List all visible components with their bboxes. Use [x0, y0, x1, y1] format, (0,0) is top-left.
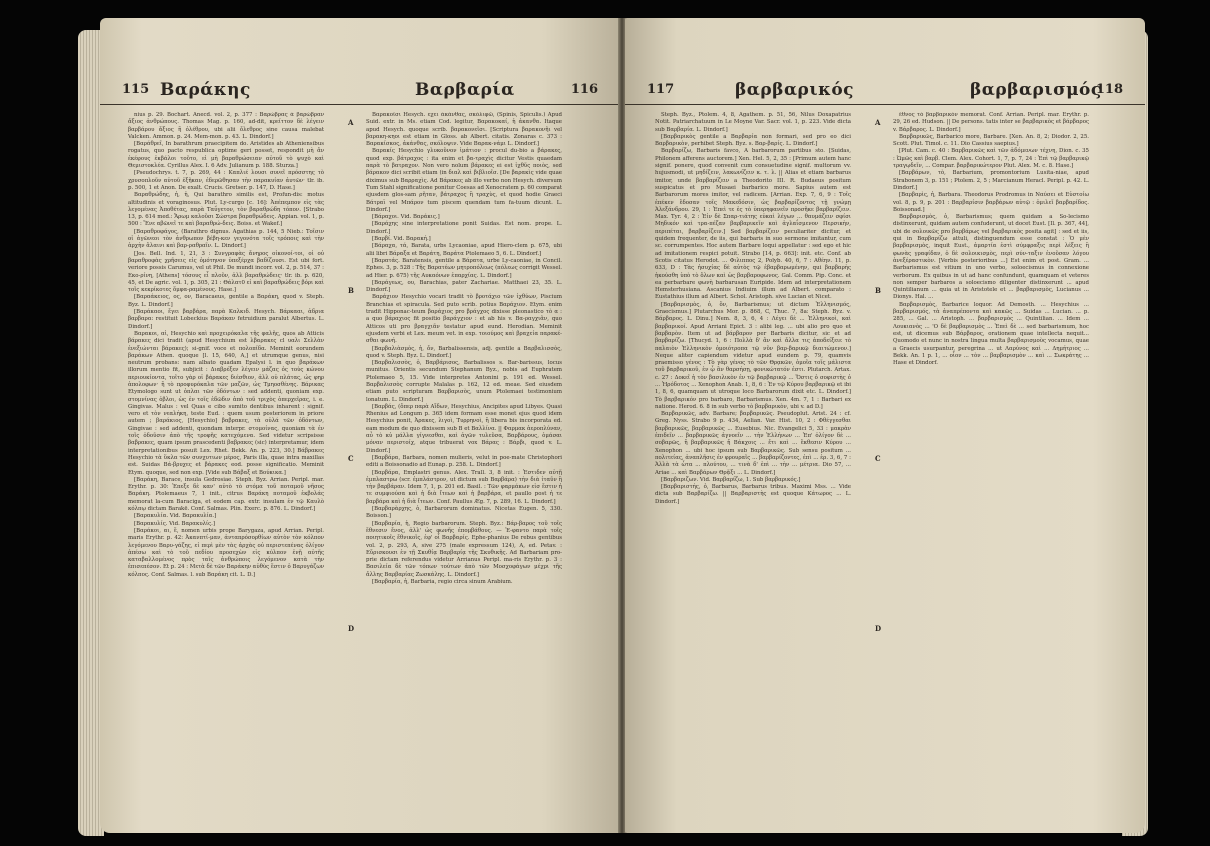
dictionary-entry: [Βαράκαοι, ἔγει βαρβάρα, παρὰ Καλκιδ. Hesych. Βάρκααι, ἀδρια βαρβαρα: restituit Lobeckius Βαράκαν fetruidium paralut Albertus. L. Dindorf.] [128, 309, 324, 330]
margin-mark: B [348, 286, 354, 295]
dictionary-entry: Βαρβαρισμὸς, ὁ, Barbarismus; quem quidam a So-lecismo distinxerunt, quidam autem confuderunt, ut docet Eust. [Il. p. 367, 44], ubi de σολοικῶς pro βαρβάρως vel βαρβαρικὸς posita agit] : sed et iis, qui in Βαρβαρίζω attuli, distinguendum esse constat : Ὁ μὲν βαρβαρισμὸς, inquit Eust., ἁμαρτία ἐστὶ σύμφραξις περὶ λέξεις ἢ φωνὰς γραφίδαν, ὁ δὲ σολοικισμὸς, περὶ σύν-ταξιν ἐνοῦσαν λόγου ἀνεξέραστικὸν. [Verbis posterioribus ...] Est enim et post. Gram. ... Barbarismus est vitium in uno verbo, soloecismus in connexione verborum. Ex quibus in ut ad hanc confundunt, quamquam et veteres non semper barbaros a soloecismo diligenter distinxerunt ... apud Quintilianum ... quia ut in Aristotele et ... βαρβαρισμὸς, Lucianus ... Dionys. Hal. ... [893, 214, 1089, 301]
left-page-column-2 [366, 112, 562, 802]
dictionary-entry: [Βαρβί. Vid. Βαρακή.] [372, 236, 431, 243]
left-page-column-1 [128, 112, 324, 802]
dictionary-entry: [Βαράκη, Barace, insula Gedrosiae. Steph. Byz. Arrian. Peripl. mar. Erythr. p. 30: Ἐπεξε δὲ καν' αὐτὸ τὸ στόμα τοῦ ποταμοῦ νῆσος Βαράκη. Ptolemaeus 7, 1 init., citrus Βαράκη ποταμοῦ ἐκβολάς memorat la-cum Baraciga, et eodem cap. extr. insulam ἐν τῷ Καυλὸ κόλπῳ dictam Barakē. Conf. Salmas. Plin. Exerc. p. 876. L. Dindorf.] [128, 476, 324, 513]
dictionary-entry: Βαρακοῖσι Hesych. εχει ἀκάνθας, σκόλιφῶ, (Spinis, Spiculis.) Apud Suid. extr. in Ms. etiam Cod. legitur, Βαρακοκαί, ἡ ἀκανθα. Itaque apud Hesych. quoque scrib. βαρακονεῖσι. [Scriptura βαρακονῆι vel βαρακη-κηοι est etiam in Gloss. ab Albert. citatis. Zonaras c. 373 : Βαρακίσκος, ἀκάνθας, σκόλοψιν. Vide Bαρακ-νάμι L. Dindorf.] [366, 112, 562, 148]
dictionary-entry: Βαρακίς Hesychio γλυκοῦνον ἱμάτιον : procul du-bio a βάρακες, quod exp. βάτραχος : ita enim et βα-τραχὶς dicitur Vestis quaedam παρὰ τὸ βατραχον. Non vero nolum βάρακες ei est ἰχθῦς ποιὸς, sed βάρακον dici scribit etiam (in διαλ καὶ βιβλιοῖσ. [De βαρακὶς vide quae diximus sub Βαρραχὶς. Ad Βάρακες ab illo verbo non Hesych. diversum Tum Stahl significatione ponitur Coesas ad Xenocratem p. 60 comparat ejusdem glos-sam ρῆταν, βάτραχος ἢ τραχὺς, et quod hodie Graeci Βάτραϊ vel Μπάρον tum piscem quendam tum fa-tuum dicunt. L. Dindorf.] [366, 148, 562, 213]
dictionary-entry: nius p. 29. Bochart. Anecd. vol. 2, p. 377 : Βαρώβρας ἀ βαρώβραν ἄξιος ἀνθρώπους. Thomas Mag. p. 160, ad-dit, κρείττον δὲ λέγειν βαρβάρου ἄξιος ἢ ὀλέθρου, ubi alii ὄλεθρος sine causa malebat Valcken. Ammon. p. 24. Mem-mon. p. 43. L. Dindorf.] [128, 112, 324, 140]
dictionary-entry: [Βαρακυλία. Vid. Βαρακυλία.] [134, 513, 217, 520]
dictionary-entry: [Pseudochrys. t. 7, p. 269, 44 : Καπλιέ λουσι συνεῖ πρόσστης τὸ χρυσοπλοῦν αὐτοῦ ἐξῆκαν, ἐδερῶθησαν τὴν παρακυίαν ἀυτῶν· tlr. ib. p. 500, 1 et Anon. De exalt. Crucis. Gretser. p. 147, D. Hase.] [128, 170, 324, 191]
dictionary-entry: [Βαρβάρα, Emplastri genus. Alex. Trall. 3, 8 init. : Ἐστιδεν αὐτῇ ἐμπλαστρω (scr. ἐμπλάστρον, ut dictum sub Βαρβάρα) τὴν διὰ ἰταῦν ἢ τὴν βαρβάραν. Idem 7, 1, p. 201 ed. Basil. : Τῶν φαρμάκων εἰσ ἔστιν ἡ τε συμφιούσα καὶ ἡ διὰ ἴτεων καὶ ἡ βαρβάρα, et paullo post ἡ τε βαρβάρα καὶ ἡ διὰ ἴτεων. Conf. Paullus Æg. 7, p. 289, 16. L. Dindorf.] [366, 469, 562, 505]
dictionary-entry: [Βαρβαριστής, ὁ, Barbarus, Barbarus tribus. Maximi Mss. ... Vide dicta sub Βαρβαρίζω. || Βαρβαριστὴς est quoque Κάτωρος ... L. Dindorf.] [655, 484, 851, 505]
margin-mark: B [875, 286, 881, 295]
dictionary-entry: [Βαράκοι, αι, ἔ, nomen urbis prope Barygaza, apud Arrian. Peripl. maris Erythr. p. 42: Ἀκανπτί-μαν, ἀνταπρόσορθίων αὐτὸν τὸν κόλπον λεγόμενου Βαρυ-γάζης, εἰ περὶ μὲν τὰς ἀρχὰς οὐ περιστεπένας ὀλίγον ἀπέσω καὶ τὸ τοῦ πεδίου προσεχὼν εἰς κύλπον ἐνῇ αὐτῆς καταβαλλομένος πρὸς ταῖς ἀνθρώποις λεγόμενον κατὰ τὴν ἐπισεπέσον. Et p. 24 : Μετὰ δὲ τῶν Βαράκην αὐθὺς ἔστιν ὁ Βαρυγάζων κόλπος. Conf. Salmas. l. sub Βαράκη cit. L. D.] [128, 527, 324, 578]
left-page [100, 18, 620, 833]
dictionary-entry: Βαρβαρικῶς, Barbarico more, Barbare. [Xen. An. 8, 2; Diodor. 2, 25. Scott. Plut. Timol. c. 11. Dio Cassius saepius.] [893, 133, 1089, 148]
dictionary-entry: [Βάραχοι. Vid. Βαράκις.] [372, 214, 440, 221]
dictionary-entry: Βαράχιον Hesychio vocari tradit τὸ βροτάχιο τῶν ἰχθύων, Piscium Branchias et spiracula. Sed puto scrib. potius Βαράχιον. Etym. enim tradit Hipponac-teum βαράχιος pro βράγχος dixisse pleonastico τὸ α : a quo βάραχιος fit positio βαράγχιον : et ab his v. Βα-ραγχιᾶν, quo Atticos uti pro βραγχιᾶν testatur apud eund. Herodian. Meminit ejusdem verbi et Lex. meum vet. in exp. τοιούμος καὶ βραχεία παρακέ-σθαι φωνή. [366, 294, 562, 345]
margin-mark: C [348, 454, 354, 463]
margin-mark: C [875, 454, 881, 463]
page-number-117: 117 [647, 82, 675, 97]
dictionary-entry: [Βαρατάς. Baratensis, gentile a Βάρατα, urbe Ly-caoniae, in Concil. Ephes. 3, p. 528 : Τῆς Βαρατέων μητροπόλεως (πόλεως corrigit Wessel. ad Hier. p. 675) τῆς Αυκαόνων ἐπαρχίας. L. Dindorf.] [366, 257, 562, 279]
margin-mark: D [348, 624, 355, 633]
dictionary-entry: Βαρβαρισμὸς, Barbarice loquor. Ad Demosth. ... Hesychius ... βαρβαρισμός, τὰ ἀναπρέποντα καὶ κακῶς ... Suidas ... Lucian. ... p. 285, ... Gal. ... Aristoph. ... βαρβαρισμὸς ... Quintilian. ... Idem ... Λουκιανὸς ... 'Ο δὲ βαρβαρισμὸς ... Ἐπεὶ δὲ ... sed barbarismum, hoc est, ut dicemus sub Βάρβαρος, orationem quae intellecta nequit... Quomodo et nunc in nostra lingua multa βαρβαρισμοὺς vocamus, quae a Graecis usurpantur, peregrina ... ut Λαρύνος καὶ ... Δημήτριος ... Bekk. An. 1 p. 1, ... οἷον ... τὸν ... βαρβαρισμὸν ... καὶ ... Σωκράτης ... Hase et Dindorf. [893, 301, 1089, 367]
dictionary-entry: [Βαρβαρὶς, ἡ, Barbara. Theodorus Prodromus in Ναύσει et Εὐστοίω vol. 8, p. 9, p. 201 : Βαρβαρίσιν βαρβάρων αὐτῷ : ὁμιλεῖ βαρβαρίδος. Boissonad.] [893, 192, 1089, 213]
left-page-header [100, 80, 620, 106]
header-rule [625, 104, 1145, 105]
margin-mark: A [348, 118, 354, 127]
dictionary-entry: [Βαρβάρα, Barbara, nomen mulieris, velut in poe-mate Christophori editi a Boissonadio ad Eunap. p. 258. L. Dindorf.] [366, 454, 562, 469]
dictionary-entry: [Jos. Bell. Ind. 1, 21, 3 : Συνγραφὰς ἄνηρος οἰκονοί-τοι, οἱ οὐ βαραθροφὰς χρῆσεις εἰς ὁμότηνον ὑπεξέρχα βαδίζουσι. Est ubi fort. veriore possis Carumus, vel ut Phil. De mundi incorr. vol. 2, p. 514, 37 : Εκο-ρίνη, [Athens] τόσους εἶ πλοῦν, ἀλλ βαραθρώδεις· tlr. ib. p. 620, 45, et De agric. vol. 1, p. 305, 21 : Θάλατ0 εἰ καὶ βαραθρώδεις βόρι καὶ τοῖς κεκρίκοτες ὅμφα-ραμένους. Hase.] [128, 250, 324, 294]
right-page [625, 18, 1145, 833]
dictionary-entry: [Βαράχης sine interpretatione ponit Suidas. Est nom. prope. L. Dindorf.] [366, 221, 562, 235]
open-book [70, 8, 1148, 840]
dictionary-entry: Βαραθρώδης, ἡ, ἡ, Qui barathro similis est, Profun-dis: motus altitudinis et voraginosus. Plut. Ly-curgo [c. 16]: Ἀπέπεμπον εἰς τὰς λεγομένας Ἀποθέτας, παρὰ Ταΰγετον, τὸν βαραθρώδη τόπον. [Strabo 13, p. 614 med.: Ἄρωμ καλοῦσι Σώστρα βαραθρώδεις. Appian. vol. 1, p. 500 : Ἔνε αβῶνεῖ τε καὶ βαραθρώ-δεις. Boiss. et Wakef.] [128, 192, 324, 228]
header-rule [100, 104, 620, 105]
dictionary-entry: [Βαρβάς, (ὅπερ παρὰ Αἴδων, Hesychius, Ancipites apud Libyes. Quasi Rhenius ad Longum p. 365 idem formam esse monet ejus quod idem Hesychius ponit, Ἀρακες, λιγοὶ, Τυρρηνοὶ, ἢ libera bis incorporata ed. eam modum de quo dixissem sub B et Βαλλίνα. || Φαρμακ ἀεροπλύναν, αὖ τὸ κὐ μάλλα γίγνεσθαι, καὶ ἀγῶν τυλεῦσα, Βαρβάρους, ὀμάσαι μόναν περιστοίχ, atque tribuerat vox Βάρας : Βάρβι, quod v. L. Dindorf.] [366, 403, 562, 454]
dictionary-entry: [Βαρβαρικὸς gentile a Βαρβαρία non formari, sed pro eo dici Βαρβαρικὸν, perhibet Steph. Byz. s. Βαρ-βαρίς. L. Dindorf.] [655, 133, 851, 148]
dictionary-entry: Βαρακοι, αἱ, Hesychio καὶ προχειρόκαλα τῆς φαλῆς, quos ab Atticis βάρακες dici tradit (apud Hesychium est λβαρακες cl υαλι Σελλὰν ἐνεξιώνται βάρακες); si-gnif. voce et πολοπίδα. Meminit eorundem βαράκων Athen. quoque [l. 15, 640, A,] et utrumque genus, nisi neutrum probans: nam albato quadam Epalysi l. in quo βαράκων illorum mentio fit, subjicit : Διαβρέξεν λέγειν μάζας ὁς τοὺς κώνου περιουκίοντα, τοῖτο γὰρ οἱ βάρακες διέσθιον, ἀλλ οὐ πλάτας, ὡς φηρ ἀπολοφων· ἢ τὸ προφυρόκαλα τῶν μαζῶν, ὡς Τμηοσθένης. Βάρικας Etymologo sunt ut ὁπλαι τῶν ὀδόντων : sed addenti, quoniam exp. στομνίνας ὀβλοι, ὡς ἐν τοῖς ἐδῶδιν ἀπὸ τοῦ τριχὸς ὀπερχεῖρας, i. e. Gingivas. Malus : vel Quas e cibo sumito dentibus inharent : signif. vero et τὸν νεαλήκη, teste Eud. : quem usum posteriorem in priore autem ; βαράκιος, [Hesychio] βαβρακες, τὰ οὐλά τῶν ὀδόντων, Gingivae : sed addenti, quondam interpr. στομοίνας, quoniam τὰ ἐν τοῖς ὀδοῦσιν ἀπὸ τῆς τροφῆς κατεχόμενα. Sed videtur scripsisse βαβρακες, quam ipsum prascedenti βαβρακες (sic) interpretamur, idem interpretationibus posuit Lex. Rhet. Bekk. An. p. 223, 30.] Βάβρακες Hesychio τὰ ὕκλα τῶν συνχυτιων μέρος, Paris illa, quae intra maxillas est. Suidas Βά-βρυχες et βάρακες eod. posse significatio. Meminit Etym. quoque, sed non exp. [Vide sub Βάβαξ et Βούκικα.] [128, 330, 324, 476]
dictionary-entry: [Βαρβαριζων. Vid. Βαρβαρίζω, 1. Sub βαρβαρικός.] [661, 476, 801, 483]
dictionary-entry: Βαρβαρίζω, Barbaris favco, A barbarorum partibus sto. [Suidas, Philonem afferens auctorem.] Xen. Hel. 5, 2, 35 : [Primum autem hanc signif. ponere, quod convenit cum consuetudine signif. multorum vv. hujusmodi, ut μηδίζειν, λακωνίζειν κ. τ. λ. || Alias et etiam barbarus imitor, unde βαρβαρίζειν a Theodorito III. R. Budaeus positum suspicatus et pro Musaei barbarico more. Sapius autem est Barbarorum mores imitor, vel radicem. [Arrian. Exp. 7, 6, 9 : Τοῖς ἐπέκεν ἔδοσαν τοῖς Μακεδόσιν, ὡς βαρβαρίζοντος τῇ γνώμῃ Ἀλεξάνδρου. 29, 1 : Ἐπεὶ τε ἐς τὸ ὑπερηφανεῖν προσῆκε βαρβαρίζειν. Max. Tyr. 4, 2 : Ἐἰν δὲ Σπαρ-τιάτης εὐκαὶ λέγων ... θαυμάζειν σφίσι Μηδικόν καὶ τρα-πέζαν βαρβαρικεῖν καὶ ἀγλαΐσμενον Περσικὴν, περιπέται, βαρβαρίζειν.] Sed βαρβαρίζειν peculiariter dicitur, et quidem frequenter, de iis, qui barbaris in suo sermone imitantur, cum sc. corrumpentes. Hoc autem Barbare loqui appellatur : sed ego et hic ad imitationem respici potuit. Strabo [14, p. 663]: init. etc. Conf. ab Scotis citatus Herodot. ... Φιλιππος 2, Polyb. 40, 6, 7 : Αθέην. 11, p. 633, D : Τὰς ἡσυχίας δὲ αὐτὸς τῷ ἐβαρβαρωμένην, qui βαρβαρὴς ἠκούσθη ὑπὸ τὸ ὅλων καὶ ὡς βαρβαροφωνος. Gal. Comm. Pip. Conc. et ea perbarbare φωνὴ barbarusan Euripide. Idem ad interpretationem Hemsterhusiana. Ascanius Indiuim illum ad Albert. comparato : Eustathius illum ad Albert. Schol. Aristoph. sive Lucian et Nicet. [655, 148, 851, 301]
dictionary-entry: [Βαρβαρία, ἡ, Regio barbarorum. Steph. Byz.: Βάρ-βαρος τοῦ τοῖς ἔθνεσιν ἔνος, ἀλλ' ὡς φωνῆς ἐπομβάθους. — Ἐ-φαντο παρὰ τοῖς ποιητικοῖς ἔθνικοῖς, ἐφ' οἷ Βαρβαρίς. Ephe-phanius De rebus gentibus vol. 2, p. 293, A, sive 275 (male expressum 124), A, ed. Petav. : Εὔρισκουσι ἐν τῇ Σκυθίᾳ Βαρβαρίᾳ τῆς Σκυθικῆς. Ad Barbariam pro-prie dictam referendus videtur Arrianus Peripl. ma-ris Erythr. p. 3 : Βασιλεία δὲ τῶν τόπων τούτων ἀπὸ τῶν Μοσχοφάγων μέχρι τῆς ἄλλης Βαρβαρίας Ζωσκάλης. L. Dindorf.] [366, 520, 562, 578]
right-page-column-2 [893, 112, 1089, 802]
right-page-header [625, 80, 1145, 106]
dictionary-entry: [Βαρακυλίς. Vid. Βαρακυλίς.] [134, 520, 215, 527]
dictionary-entry: [Βαρβαλισσὸς, ὁ, Βαρβάρισος, Barbalissos s. Bar-barissus, locus munitus. Orientis secundum Stephanum Byz., nobis ad Euphratem Ptolemaeo 5, 15. Vide interpretes Antonini p. 191 ed. Wessel. Βαρβαλισσὸς corrupte Malalas p. 162, 12 ed. meae. Sed eiusdem etiam puto scripturam Βαρβαρισὸς, unum Ptolemaei testimonium lonatum. L. Dindorf.] [366, 360, 562, 403]
dictionary-entry: [Βαρβαρισμὸς, ὁ, ὄν, Barbarismus; ut dictum Ἐλληνισμός, Graecismus.] Plutarchus Mor. p. 868, C, Thuc. 7, 8a: Steph. Byz. v. Βάρβαρος. L. Dinu.] Nem. 8, 3, 6, 4 : Λέγει δὲ ... Ἑλληνικοὶ, καὶ βαρβαρικοί. Apud Arriani Epict. 3 : alibi leg. ... ubi alio pro quo et βαρβαρὸν. Item ut ad βάρβαρον per Barbaris dicitur, sic et ad βαρβαρίζω. [Thucyd. 1, 6 : Πολλὰ δ' ἂν καὶ ἄλλα τις ἀποδείξειε τὸ παλαιὸν Ἑλληνικὸν ὁμοιότροπα τῷ νῦν βαρ-βαρικῷ διαιτώμενον.] Neque aliter capiendum videtur apud eundem p. 79, quamvis praemisso γένος : Τὸ γὰρ γένος τὸ τῶν Θρᾳκῶν, ὁμοῖα τοῖς μάλιστα τοῦ βαρβαρικοῦ, ἐν ᾧ ἂν θαρσήσῃ, φονικώτατόν ἐστι. Plutarch. Artax. c. 27 : Δοκεῖ ἡ τὸν βασιλικὸν ἐν τῷ βαρβαρικῷ ... Ὅστις ὁ σοφιστὴς ὁ ... Ἡρόδοτος ... Xenophon Anab. 1, 8, 6 : Ἐν τῷ Κύρου βαρβαρικῷ et ibi 1, 8, 6, quamquam ut utroque loco Barbarorum dixit etc. L. Dindorf.] Τὸ βαρβαρικόν pro barbaro, Barbarismus. Xen. 4m. 7, 1 : Barbari ex natione. Herod. 6. 8 in sub verbo τὸ βαρβαρικὸν, ubi v. ad D.] [655, 301, 851, 410]
dictionary-entry: [Plut. Cam. c. 40 : Βαρβαρικῶς καὶ τῶν ἀδόμενων τέχνη, Dion. c. 35 : Ὡμῶς καὶ βαρβ. Clem. Alex. Cohort. 1, 7, p. 7, 24 : Ἐπὶ τῷ βαρβαρικῷ τραγῳδεῖν, ... Compar. βαρβαρικώτερον Plut. Alex. M. c. 8. Hase.] [893, 148, 1089, 170]
dictionary-entry: Steph. Byz., Ptolem. 4, 8, Agathem. p. 51, 56, Nilus Doxapatrius Notit. Patriarchatuum in Le Moyne Var. Sacr. vol. 1, p. 223. Vide dicta sub Βαρβαρία. L. Dindorf.] [655, 112, 851, 133]
dictionary-entry: ἔθνος τὸ βαρβαρικὸν memorat. Conf. Arrian. Peripl. mar. Erythr. p. 29, 26 ed. Hudson. || De persons. tatis inter se βαρβαρικὸς et βάρβαρος v. Βάρβαρος. L. Dindorf.] [893, 112, 1089, 133]
dictionary-entry: [Βάραχα, τά, Barata, urbs Lycaoniae, apud Hiero-clem p. 675, ubi alii libri Βάραξα et Βαράτη, Βαράτα Ptolemaeo 5, 6. L. Dindorf.] [366, 243, 562, 257]
dictionary-entry: [Βαράθρεῖ, In barathrum praecipitem do. Aristides ab Atheniensibus rogatus, quo pacto respublica optime geri posset, respondit μὴ ἄν ἐκέφους ἐκβάλοι τοῦτο, εἰ μὴ βαραθρώσειαν αὐτοῦ τὸ ψυχὸ καὶ Θεμιστοκλέα. Cyrillus Alex. I. 6 Adv. Julianum p. 188. Sturza.] [128, 141, 324, 170]
running-head-right-col: βαρβαρισμός [970, 80, 1102, 100]
page-number-115: 115 [122, 82, 150, 97]
running-head-left-col: βαρβαρικός [735, 80, 855, 100]
margin-mark: A [875, 118, 881, 127]
dictionary-entry: [Βαρβαλιὰσμὸς, ἡ, ὄν, Barbalissensis, adj. gentile a Βαρβαλισσὸς, quod v. Steph. Byz. L. Dindorf.] [366, 345, 562, 359]
dictionary-entry: Βαρβαρικῶς, adv. Barbare; βαρβαρικῶς. Pseudoplut. Arist. 24 : cf. Greg. Nyss. Strabo 9 p. 434, Aelian. Var. Hist. 10, 2 : Φθέγγεσθαι βαρβαρικῶς, βαρβαρικῶς ... Eusebius. Nic. Evangelici 5, 33 : μακρὰν ἐπιδεῖν ... βαρβαρικῶς ἀγνοεῖν ... τὴν Ἑλλήνων ... Ἐπ' ὀλίγον δὲ ... σοβαρῶς, ἢ βαρβαρικῶς ἤ Βάκχοις ... ἔτι καὶ ... ἔκθεσιν Κύρου ... Xenophon ... ubi hoc ipsum sub Βαρβαρικῶς. Sub sensu positum ... πολιτείας, ἀναπλῆσις ἐν φρουραῖς ... βαρβαρίζοντες, ἐπὶ ... ἐρ. 3, 6, 7 : Ἀλλὰ τὰ ὦτα ... πλούτου, ... τινὰ δ' ἐπὶ ... τὴν ... μέτρια. Dio 57, ... Ariae ... καὶ Βαρβάρων Θρᾷξι ... L. Dindorf.] [655, 411, 851, 476]
dictionary-entry: [Βαρβαρὰρχης, ὁ, Barbarorum dominatus. Nicetas Eugen. 5, 330. Boisson.] [366, 506, 562, 520]
margin-mark: D [875, 624, 882, 633]
dictionary-entry: [Βαρβάρων, τὸ, Barbarium, promontorium Lusita-niae, apud Strabonem 3, p. 151 ; Ptolem. 2, 5 ; Marcianum Heracl. Peripl. p. 42. L. Dindorf.] [893, 170, 1089, 191]
dictionary-entry: [Βαράγεως, ου, Barachias, pater Zachariae. Matthaei 23, 35. L. Dindorf.] [366, 279, 562, 294]
dictionary-entry: [Βαρβαρία, ἡ, Barbaria, regio circa sinum Arabium. [372, 579, 513, 585]
running-head-left-col: Βαράκης [160, 80, 251, 100]
dictionary-entry: [Βαραάκειος, ος, ον, Baracaeus, gentile a Βαράκη, quod v. Steph. Byz. L. Dindorf.] [128, 294, 324, 308]
page-number-116: 116 [570, 82, 598, 97]
page-number-118: 118 [1095, 82, 1123, 97]
dictionary-entry: [Βαραθροφάγος, (Barathro dignus. Agathias p. 144, 5 Nieb.: Τοῖσιν οἱ ἀγῶνεοι τὸν ἀνθρωπον βέβη-κεν γεγονότα τοῖς τρόποις καὶ τὴν ἀρχὴν ἄλαινι καὶ βαρ-ραθραῖν. L. Dindorf.] [128, 228, 324, 250]
right-page-column-1 [655, 112, 851, 802]
running-head-right-col: Βαρβαρία [415, 80, 515, 100]
